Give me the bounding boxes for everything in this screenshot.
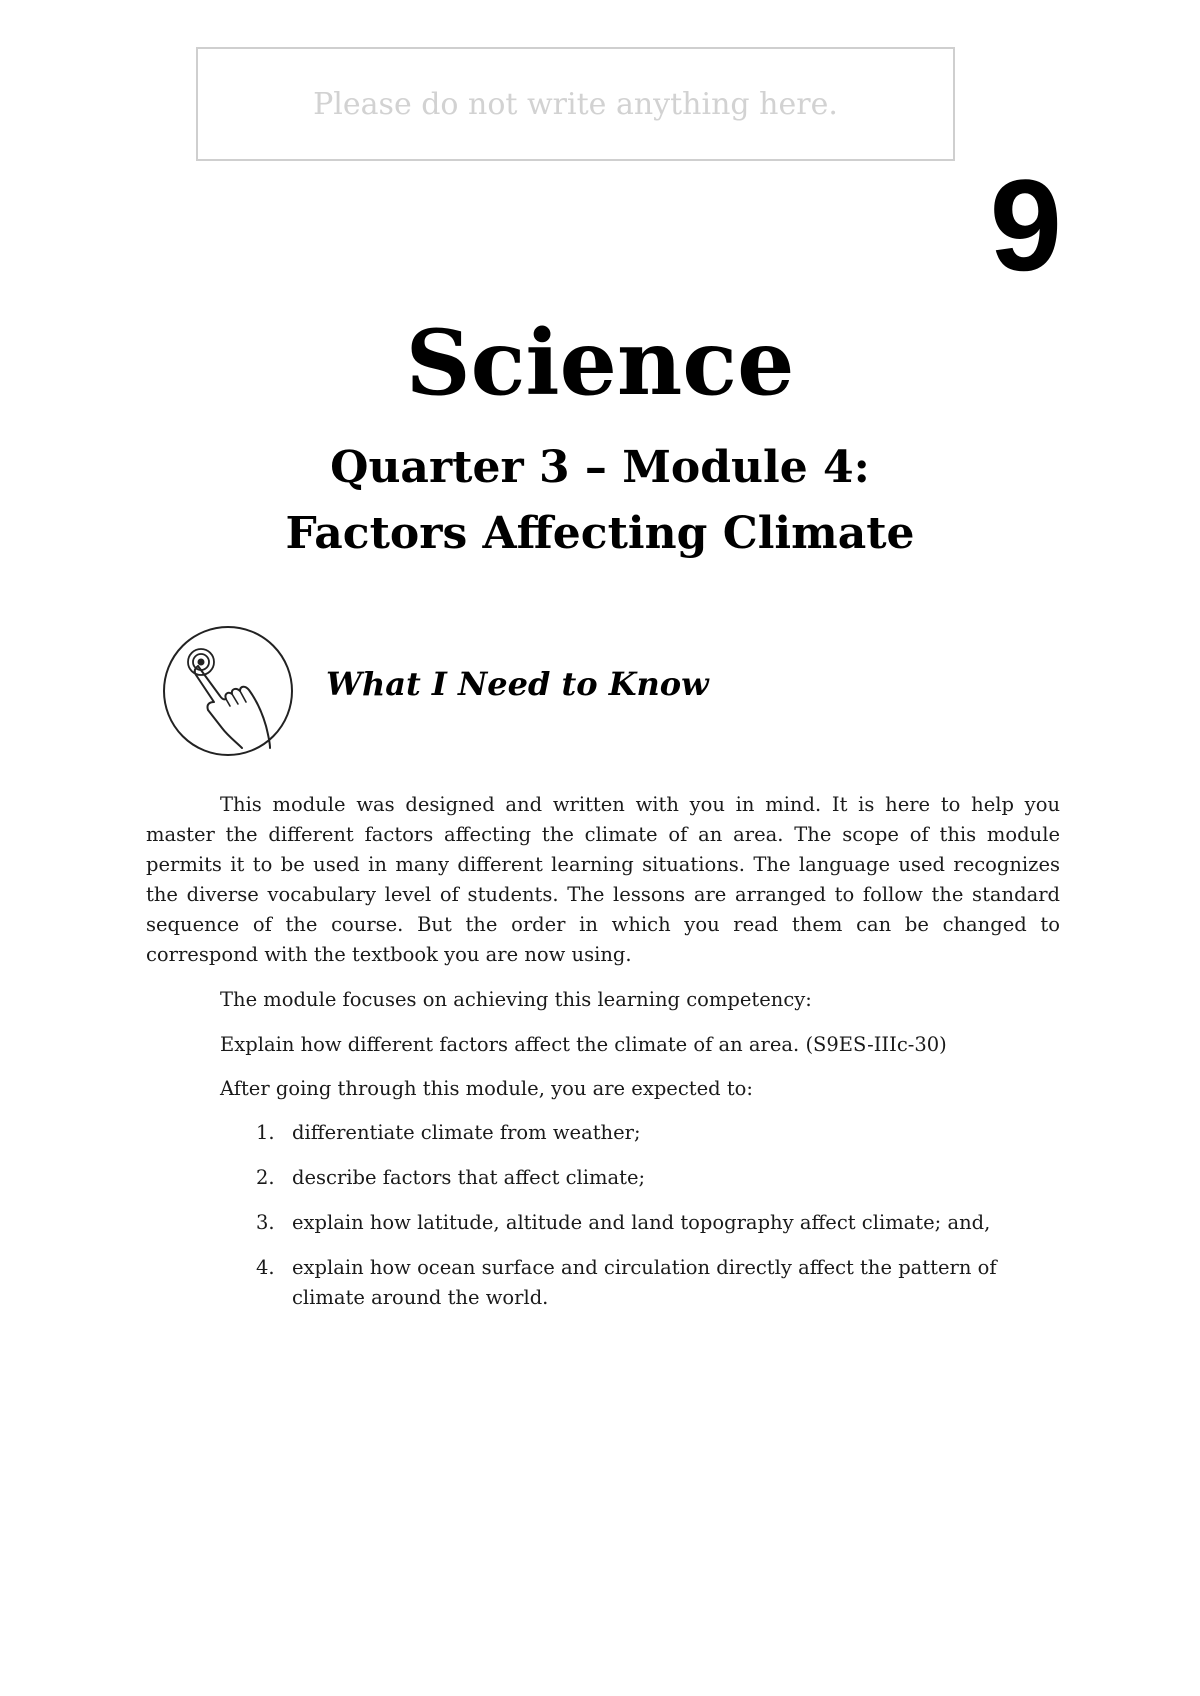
- pointing-hand-icon: [158, 622, 298, 760]
- do-not-write-notice: Please do not write anything here.: [313, 86, 838, 122]
- do-not-write-box: [196, 47, 955, 161]
- list-item-text: differentiate climate from weather;: [292, 1121, 641, 1144]
- list-item-number: 1.: [256, 1121, 275, 1144]
- list-item-number: 2.: [256, 1166, 275, 1189]
- list-item-text: explain how ocean surface and circulation directly affect the pattern of climate around the world.: [292, 1256, 997, 1309]
- focus-statement: The module focuses on achieving this learning competency:: [220, 988, 812, 1011]
- list-item: [220, 1163, 1070, 1193]
- list-item: [220, 1253, 1070, 1313]
- module-title-line-2: Factors Affecting Climate: [285, 508, 915, 559]
- list-item-text: describe factors that affect climate;: [292, 1166, 646, 1189]
- expected-statement: After going through this module, you are expected to:: [220, 1077, 753, 1100]
- list-item: [220, 1208, 1070, 1238]
- learning-competency: Explain how different factors affect the climate of an area. (S9ES-IIIc-30): [220, 1033, 947, 1056]
- grade-number: 9: [989, 152, 1062, 298]
- list-item-number: 4.: [256, 1256, 275, 1279]
- intro-paragraph: This module was designed and written with you in mind. It is here to help you master the different factors affecting the climate of an area. The scope of this module permits it to be used in many different learning situations. The language used recognizes the diverse vocabulary level of students. The lessons are arranged to follow the standard sequence of the course. But the order in which you read them can be changed to correspond with the textbook you are now using.: [146, 793, 1060, 966]
- module-title-line-1: Quarter 3 – Module 4:: [330, 442, 870, 493]
- objectives-list: [220, 1118, 1070, 1328]
- list-item-number: 3.: [256, 1211, 275, 1234]
- list-item-text: explain how latitude, altitude and land topography affect climate; and,: [292, 1211, 991, 1234]
- list-item: [220, 1118, 1070, 1148]
- section-heading: What I Need to Know: [326, 665, 709, 703]
- subject-title: Science: [405, 310, 795, 416]
